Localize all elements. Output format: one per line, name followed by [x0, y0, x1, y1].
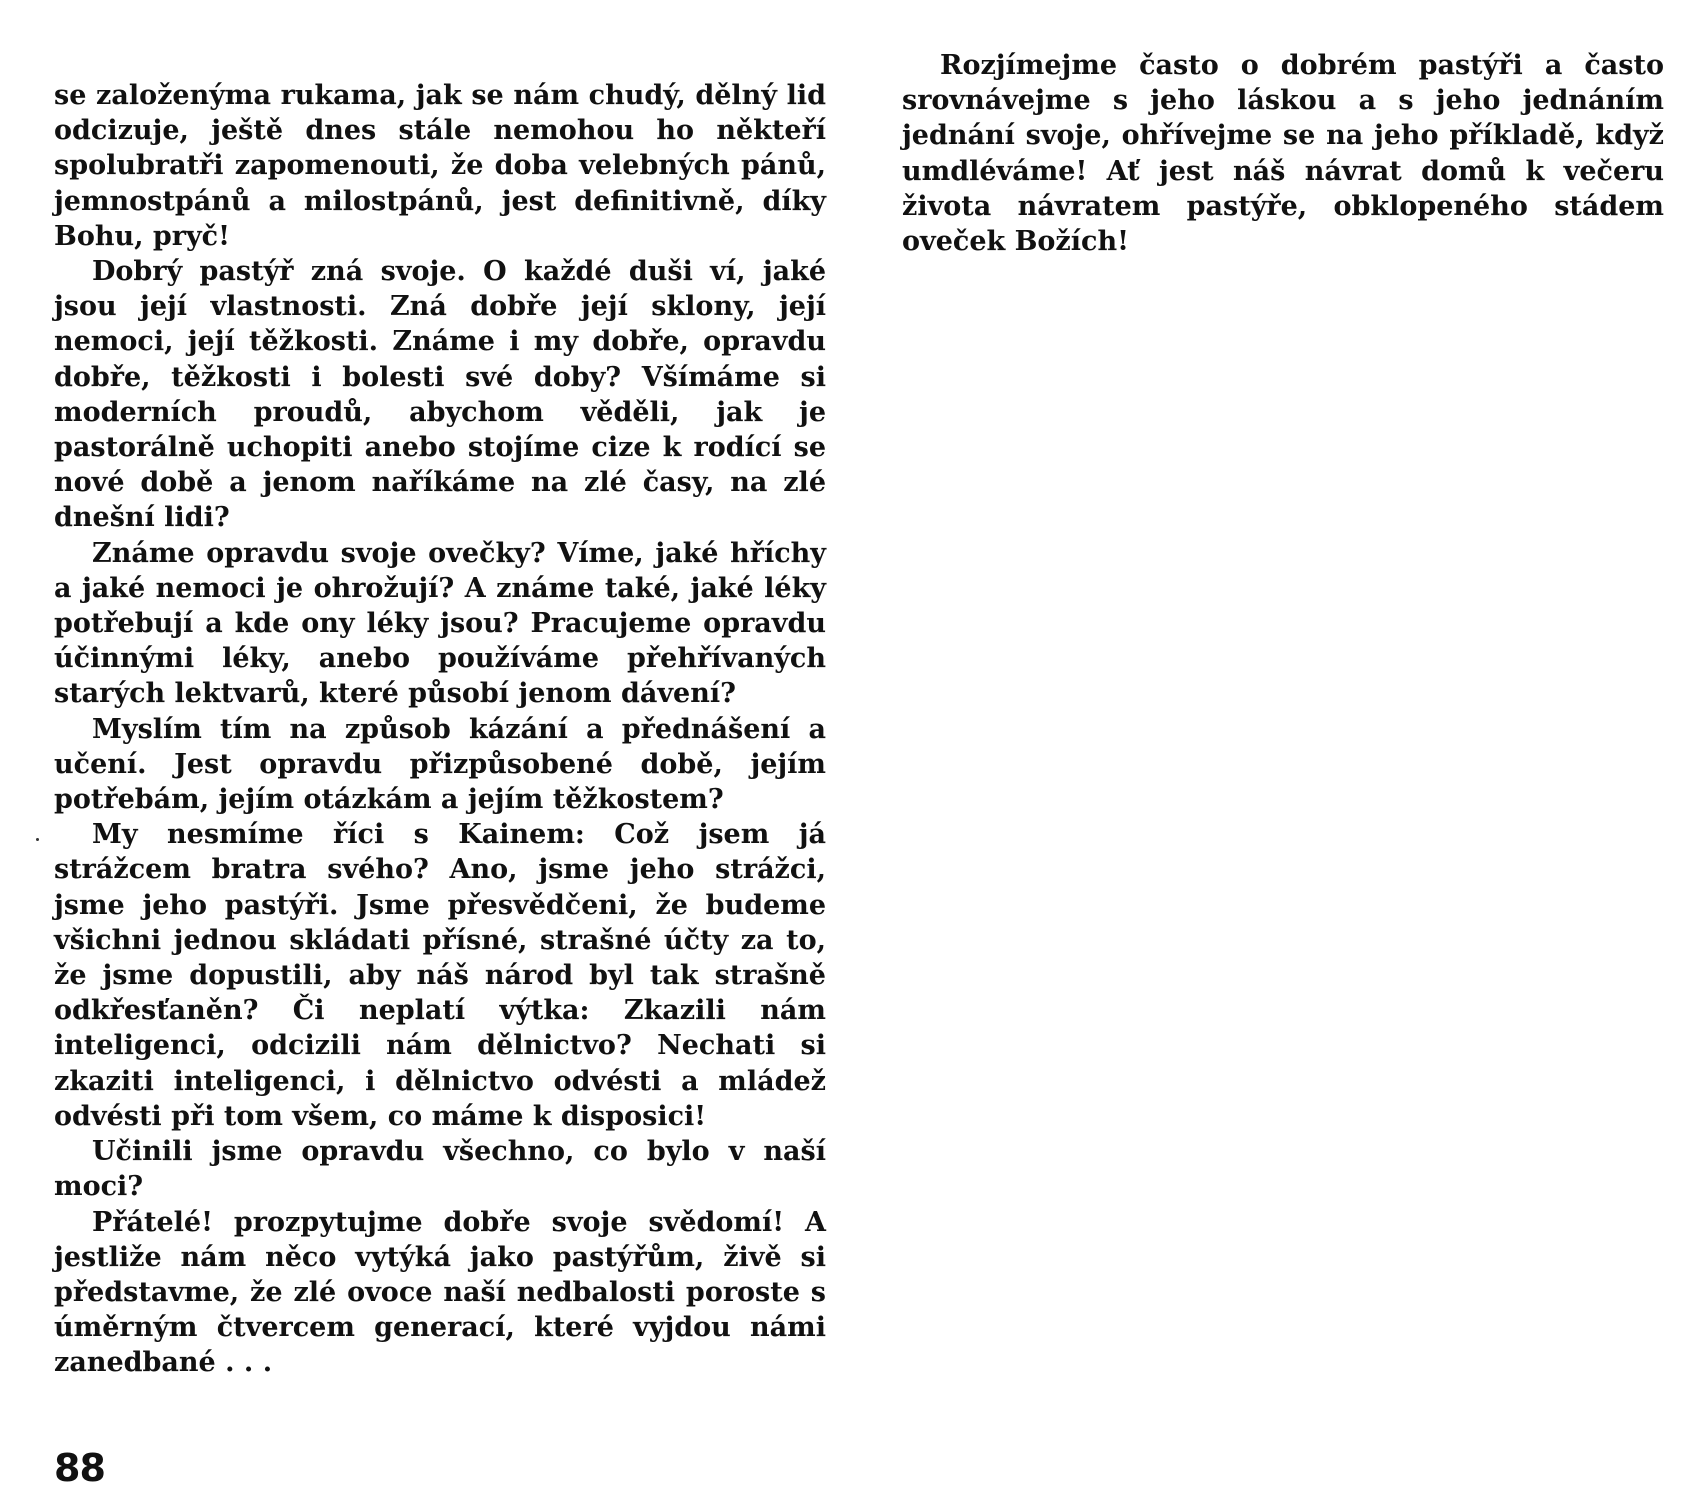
paragraph-continuation: se založenýma rukama, jak se nám chudý, dělný lid odcizuje, ještě dnes stále nemohou ho někteří spolubratři zapomenouti, že doba velebných pánů, jemnostpánů a milostpánů, jest definitivně, díky Bohu, pryč!	[54, 80, 826, 252]
paragraph-cain: My nesmíme říci s Kainem: Což jsem já strážcem bratra svého? Ano, jsme jeho strážci, jsme jeho pastýři. Jsme přesvědčeni, že budeme všichni jednou skládati přísné, strašné účty za to, že jsme dopustili, aby náš národ byl tak strašně odkřesťaněn? Či neplatí výtka: Zkazili nám inteligenci, odcizili nám dělnictvo? Nechati si zkaziti inteligenci, i dělnictvo odvésti a mládež odvésti při tom všem, co máme k disposici!	[54, 819, 826, 1132]
page-number: 88	[54, 1446, 105, 1490]
paragraph-know-sheep: Známe opravdu svoje ovečky? Víme, jaké hříchy a jaké nemoci je ohrožují? A známe také, jaké léky potřebují a kde ony léky jsou? Pracujeme opravdu účinnými léky, anebo používáme přehřívaných starých lektvarů, které působí jenom dávení?	[54, 537, 826, 710]
right-text-column	[902, 48, 1664, 259]
left-text-column	[54, 78, 826, 1381]
paragraph-meditation: Rozjímejme často o dobrém pastýři a často srovnávejme s jeho láskou a s jeho jednáním jednání svoje, ohřívejme se na jeho příkladě, když umdléváme! Ať jest náš návrat domů k večeru života návratem pastýře, obklopeného stádem oveček Božích!	[902, 50, 1664, 258]
scan-speck	[36, 838, 39, 841]
paragraph-conscience: Přátelé! prozpytujme dobře svoje svědomí! A jestliže nám něco vytýká jako pastýřům, živě si představme, že zlé ovoce naší nedbalosti poroste s úměrným čtvercem generací, které vyjdou námi zanedbané . . .	[54, 1206, 826, 1379]
paragraph-preaching: Myslím tím na způsob kázání a přednášení a učení. Jest opravdu přizpůsobené době, jejím potřebám, jejím otázkám a jejím těžkostem?	[54, 713, 826, 816]
paragraph-good-shepherd: Dobrý pastýř zná svoje. O každé duši ví, jaké jsou její vlastnosti. Zná dobře její sklony, její nemoci, její těžkosti. Známe i my dobře, opravdu dobře, těžkosti i bolesti své doby? Všímáme si moderních proudů, abychom věděli, jak je pastorálně uchopiti anebo stojíme cize k rodící se nové době a jenom naříkáme na zlé časy, na zlé dnešní lidi?	[54, 256, 826, 534]
paragraph-did-everything: Učinili jsme opravdu všechno, co bylo v naší moci?	[54, 1136, 826, 1203]
